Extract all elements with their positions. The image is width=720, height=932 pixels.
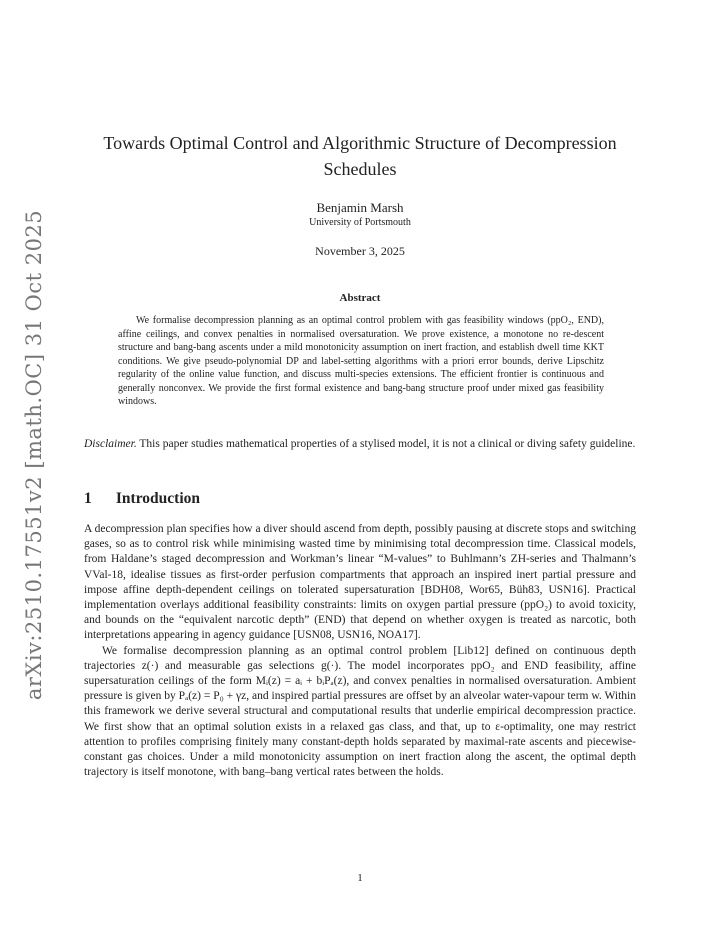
paper-title: Towards Optimal Control and Algorithmic Structure of Decompression Schedules: [103, 133, 617, 179]
page-number: 1: [357, 872, 363, 884]
paragraph: We formalise decompression planning as an optimal control problem [Lib12] defined on continuous depth trajectories z(·) and measurable gas selections g(·). The model incorporates ppO₂ and END feasibility, affine supersaturation ceilings of the form Mᵢ(z) = aᵢ + bᵢPₐ(z), and convex penalties in normalised oversaturation. Ambient pressure is given by Pₐ(z) = P₀ + γz, and inspired partial pressures are offset by an alveolar water-vapour term w. Within this framework we derive several structural and computational results that underlie empirical decompression practice. We first show that an optimal solution exists in a relaxed gas class, and that, up to ε-optimality, one may restrict attention to profiles comprising finitely many constant-depth holds separated by maximal-rate ascents and piecewise-constant gas choices. Under a mild monotonicity assumption on inert fraction along the ascent, the optimal depth trajectory is itself monotone, with bang–bang vertical rates between the holds.: [84, 644, 636, 779]
author-name: Benjamin Marsh: [316, 200, 404, 215]
disclaimer-label: Disclaimer.: [84, 438, 137, 450]
paragraph: A decompression plan specifies how a diver should ascend from depth, possibly pausing at discrete stops and switching gases, so as to control risk while minimising wasted time by minimising total decompression time. Classical models, from Haldane’s staged decompression and Workman’s linear “M-values” to Buhlmann’s ZH-series and Thalmann’s VVal-18, idealise tissues as first-order perfusion compartments that approach an inspired inert partial pressure and impose affine depth-dependent ceilings on tolerated supersaturation [BDH08, Wor65, Büh83, USN16]. Practical implementation overlays additional feasibility constraints: limits on oxygen partial pressure (ppO₂) to avoid toxicity, and bounds on the “equivalent narcotic depth” (END) that depend on whether oxygen is treated as narcotic, both interpretations appearing in agency guidance [USN08, USN16, NOA17].: [84, 523, 636, 642]
abstract-text: We formalise decompression planning as an optimal control problem with gas feasibility windows (ppO₂, END), affine ceilings, and convex penalties in normalised oversaturation. We prove existence, a monotone no re-descent structure and bang-bang ascents under a mild monotonicity assumption on inert fraction, and establish dwell time KKT conditions. We give pseudo-polynomial DP and label-setting algorithms with a priori error bounds, derive Lipschitz regularity of the online value function, and discuss multi-species extensions. The efficient frontier is continuous and generally nonconvex. We provide the first formal existence and bang-bang structure proof under mixed gas feasibility windows.: [118, 315, 604, 407]
section-heading: [84, 490, 200, 508]
section-title: Introduction: [115, 490, 200, 507]
section-body: [84, 522, 636, 780]
author-affiliation: University of Portsmouth: [309, 217, 411, 228]
arxiv-sidebar: [16, 209, 52, 701]
abstract-heading: Abstract: [339, 292, 381, 304]
disclaimer: [84, 437, 636, 453]
disclaimer-text: This paper studies mathematical properties of a stylised model, it is not a clinical or diving safety guideline.: [139, 438, 636, 450]
section-number: 1: [84, 490, 92, 507]
arxiv-identifier: arXiv:2510.17551v2 [math.OC] 31 Oct 2025: [22, 209, 46, 701]
paper-date: November 3, 2025: [315, 244, 405, 258]
